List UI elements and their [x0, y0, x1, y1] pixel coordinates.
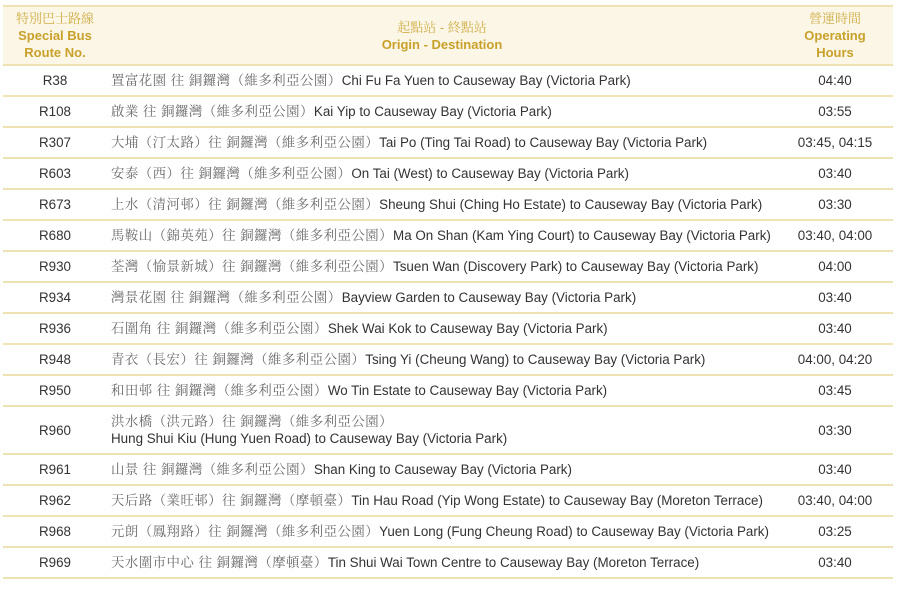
operating-hours: 03:40: [777, 313, 893, 344]
table-row: [3, 96, 893, 127]
origin-destination: [107, 189, 777, 220]
od-en: Sheung Shui (Ching Ho Estate) to Causeway Bay (Victoria Park): [379, 197, 763, 212]
operating-hours: 03:40: [777, 547, 893, 578]
od-zh: 安泰（西）往 銅鑼灣（維多利亞公園）: [111, 166, 352, 181]
table-row: [3, 65, 893, 96]
od-en: Tin Shui Wai Town Centre to Causeway Bay (Moreton Terrace): [327, 555, 700, 570]
header-route-zh: 特別巴士路線: [15, 11, 94, 26]
od-en: Tai Po (Ting Tai Road) to Causeway Bay (Victoria Park): [379, 135, 708, 150]
route-number: R961: [3, 454, 107, 485]
origin-destination: [107, 282, 777, 313]
od-en: Shan King to Causeway Bay (Victoria Park): [313, 462, 572, 477]
od-zh: 馬鞍山（錦英苑）往 銅鑼灣（維多利亞公園）: [111, 228, 394, 243]
table-row: [3, 344, 893, 375]
table-row: [3, 547, 893, 578]
od-zh: 天水圍市中心 往 銅鑼灣（摩頓臺）: [111, 555, 328, 570]
header-route-en1: Special Bus: [18, 28, 92, 43]
od-en: Shek Wai Kok to Causeway Bay (Victoria Park): [327, 321, 608, 336]
operating-hours: 03:55: [777, 96, 893, 127]
table-row: [3, 282, 893, 313]
header-od-en: Origin - Destination: [381, 36, 503, 52]
table-row: [3, 189, 893, 220]
special-bus-routes-table: [3, 5, 893, 579]
operating-hours: 03:30: [777, 406, 893, 454]
operating-hours: 03:45: [777, 375, 893, 406]
origin-destination: [107, 96, 777, 127]
od-en: Bayview Garden to Causeway Bay (Victoria Park): [341, 290, 637, 305]
route-number: R673: [3, 189, 107, 220]
header-origin-destination: [107, 6, 777, 65]
operating-hours: 04:00, 04:20: [777, 344, 893, 375]
od-zh: 元朗（鳳翔路）往 銅鑼灣（維多利亞公園）: [111, 524, 380, 539]
route-number: R930: [3, 251, 107, 282]
operating-hours: 04:00: [777, 251, 893, 282]
od-zh: 青衣（長宏）往 銅鑼灣（維多利亞公園）: [111, 352, 366, 367]
od-zh: 山景 往 銅鑼灣（維多利亞公園）: [111, 462, 314, 477]
operating-hours: 03:25: [777, 516, 893, 547]
origin-destination: [107, 251, 777, 282]
route-number: R948: [3, 344, 107, 375]
od-zh: 和田邨 往 銅鑼灣（維多利亞公園）: [111, 383, 328, 398]
od-en: Tsuen Wan (Discovery Park) to Causeway Bay (Victoria Park): [393, 259, 759, 274]
table-row: [3, 485, 893, 516]
route-number: R936: [3, 313, 107, 344]
operating-hours: 03:40: [777, 454, 893, 485]
od-zh: 灣景花園 往 銅鑼灣（維多利亞公園）: [111, 290, 342, 305]
origin-destination: [107, 406, 777, 454]
operating-hours: 03:40: [777, 282, 893, 313]
route-number: R603: [3, 158, 107, 189]
origin-destination: [107, 516, 777, 547]
table-row: [3, 406, 893, 454]
operating-hours: 04:40: [777, 65, 893, 96]
origin-destination: [107, 220, 777, 251]
origin-destination: [107, 65, 777, 96]
route-number: R307: [3, 127, 107, 158]
table-row: [3, 454, 893, 485]
origin-destination: [107, 344, 777, 375]
od-en: On Tai (West) to Causeway Bay (Victoria Park): [351, 166, 629, 181]
header-operating-hours: [777, 6, 893, 65]
origin-destination: [107, 454, 777, 485]
operating-hours: 03:45, 04:15: [777, 127, 893, 158]
od-zh: 上水（清河邨）往 銅鑼灣（維多利亞公園）: [111, 197, 380, 212]
origin-destination: [107, 485, 777, 516]
od-en: Tin Hau Road (Yip Wong Estate) to Causeway Bay (Moreton Terrace): [351, 493, 763, 508]
origin-destination: [107, 127, 777, 158]
header-route-no: [3, 6, 107, 65]
route-number: R934: [3, 282, 107, 313]
route-number: R960: [3, 406, 107, 454]
od-zh: 洪水橋（洪元路）往 銅鑼灣（維多利亞公園）: [111, 414, 394, 429]
route-number: R969: [3, 547, 107, 578]
header-hours-en2: Hours: [816, 45, 854, 60]
od-en: Tsing Yi (Cheung Wang) to Causeway Bay (Victoria Park): [365, 352, 706, 367]
od-zh: 啟業 往 銅鑼灣（維多利亞公園）: [111, 104, 314, 119]
od-en: Hung Shui Kiu (Hung Yuen Road) to Causeway Bay (Victoria Park): [111, 431, 508, 446]
origin-destination: [107, 375, 777, 406]
table-header: [3, 6, 893, 65]
od-zh: 荃灣（愉景新城）往 銅鑼灣（維多利亞公園）: [111, 259, 394, 274]
operating-hours: 03:40, 04:00: [777, 485, 893, 516]
route-number: R38: [3, 65, 107, 96]
header-hours-en1: Operating: [804, 28, 866, 43]
table-row: [3, 220, 893, 251]
od-en: Chi Fu Fa Yuen to Causeway Bay (Victoria Park): [341, 73, 631, 88]
origin-destination: [107, 313, 777, 344]
od-en: Ma On Shan (Kam Ying Court) to Causeway Bay (Victoria Park): [393, 228, 771, 243]
route-number: R962: [3, 485, 107, 516]
operating-hours: 03:30: [777, 189, 893, 220]
table-row: [3, 158, 893, 189]
origin-destination: [107, 158, 777, 189]
table-row: [3, 375, 893, 406]
od-zh: 置富花園 往 銅鑼灣（維多利亞公園）: [111, 73, 342, 88]
od-en: Yuen Long (Fung Cheung Road) to Causeway Bay (Victoria Park): [379, 524, 769, 539]
route-number: R968: [3, 516, 107, 547]
origin-destination: [107, 547, 777, 578]
od-en: Wo Tin Estate to Causeway Bay (Victoria Park): [327, 383, 608, 398]
table-row: [3, 251, 893, 282]
route-number: R108: [3, 96, 107, 127]
od-zh: 石圍角 往 銅鑼灣（維多利亞公園）: [111, 321, 328, 336]
table-row: [3, 127, 893, 158]
operating-hours: 03:40, 04:00: [777, 220, 893, 251]
od-en: Kai Yip to Causeway Bay (Victoria Park): [313, 104, 552, 119]
header-row: [3, 6, 893, 65]
od-zh: 大埔（汀太路）往 銅鑼灣（維多利亞公園）: [111, 135, 380, 150]
table-body: [3, 65, 893, 578]
header-od-zh: 起點站 - 終點站: [397, 19, 487, 35]
header-hours-zh: 營運時間: [808, 11, 861, 26]
route-number: R680: [3, 220, 107, 251]
route-number: R950: [3, 375, 107, 406]
table-row: [3, 516, 893, 547]
od-zh: 天后路（業旺邨）往 銅鑼灣（摩頓臺）: [111, 493, 352, 508]
operating-hours: 03:40: [777, 158, 893, 189]
header-route-en2: Route No.: [24, 45, 86, 60]
table-row: [3, 313, 893, 344]
